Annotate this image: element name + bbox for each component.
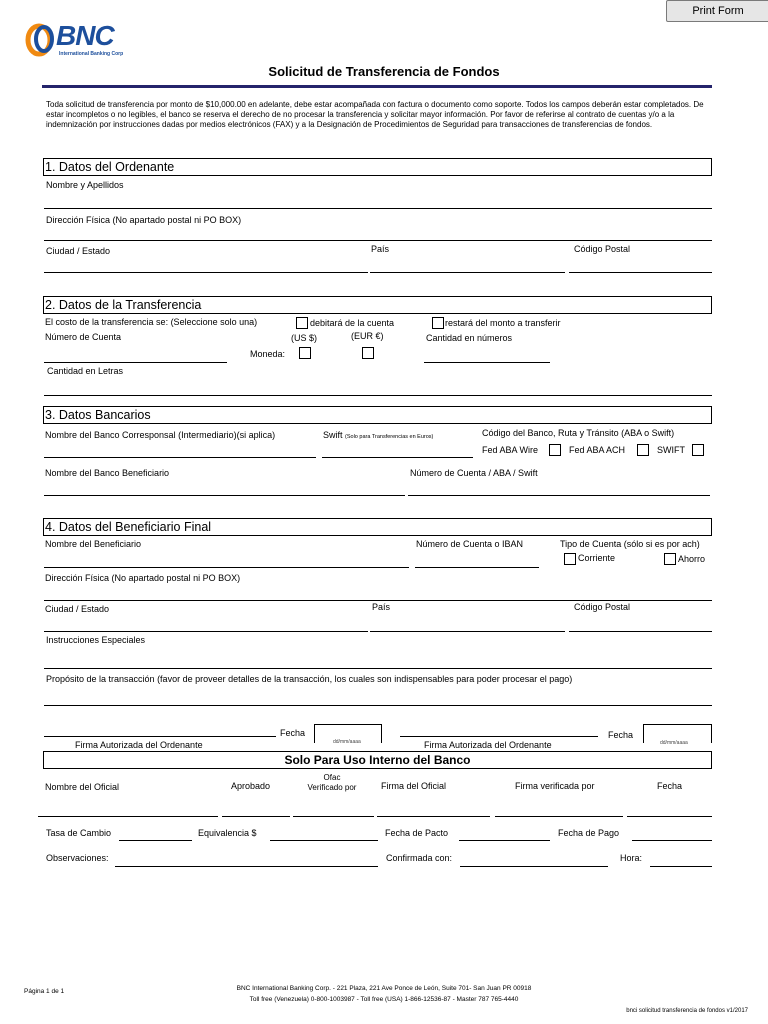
input-cantidad-numeros[interactable] bbox=[424, 362, 550, 363]
label-swift-option: SWIFT bbox=[657, 445, 685, 455]
section-2-title: 2. Datos de la Transferencia bbox=[45, 298, 202, 312]
section-2-header bbox=[43, 296, 712, 314]
input-numero-cuenta-aba[interactable] bbox=[408, 495, 710, 496]
checkbox-fed-ach[interactable] bbox=[637, 444, 649, 456]
label-ofac-line1: Ofac bbox=[323, 773, 341, 782]
input-aprobado[interactable] bbox=[222, 816, 290, 817]
footer-address: BNC International Banking Corp. - 221 Plaza, 221 Ave Ponce de León, Suite 701- San Juan PR 00918 bbox=[236, 985, 532, 992]
label-codigo-banco: Código del Banco, Ruta y Tránsito (ABA o Swift) bbox=[482, 428, 675, 438]
input-fecha-pago[interactable] bbox=[632, 840, 712, 841]
section-4-title: 4. Datos del Beneficiario Final bbox=[45, 520, 212, 534]
checkbox-fed-wire[interactable] bbox=[549, 444, 561, 456]
input-instrucciones[interactable] bbox=[44, 668, 712, 669]
label-pais-ordenante: País bbox=[371, 244, 390, 254]
label-firma-1: Firma Autorizada del Ordenante bbox=[75, 740, 203, 750]
label-corriente: Corriente bbox=[578, 553, 616, 563]
input-iban[interactable] bbox=[415, 567, 539, 568]
input-pais-ordenante[interactable] bbox=[370, 272, 565, 273]
label-nombre-beneficiario: Nombre del Beneficiario bbox=[45, 539, 142, 549]
footer-form-code: bnci solicitud transferencia de fondos v1/2017 bbox=[626, 1008, 748, 1014]
input-banco-beneficiario[interactable] bbox=[44, 495, 405, 496]
label-moneda: Moneda: bbox=[250, 349, 286, 359]
label-usd: (US $) bbox=[291, 333, 318, 343]
checkbox-restara[interactable] bbox=[432, 317, 444, 329]
label-swift-text: Swift bbox=[323, 430, 343, 440]
input-hora[interactable] bbox=[650, 866, 712, 867]
label-fecha-pacto: Fecha de Pacto bbox=[385, 828, 449, 838]
section-5-header bbox=[43, 751, 712, 769]
label-fecha-2: Fecha bbox=[608, 730, 634, 740]
label-firma-oficial: Firma del Oficial bbox=[381, 781, 447, 791]
label-ciudad-beneficiario: Ciudad / Estado bbox=[45, 604, 110, 614]
checkbox-eur[interactable] bbox=[362, 347, 374, 359]
section-1-header bbox=[43, 158, 712, 176]
label-firma-2: Firma Autorizada del Ordenante bbox=[424, 740, 552, 750]
input-confirmada[interactable] bbox=[460, 866, 608, 867]
label-direccion-beneficiario: Dirección Física (No apartado postal ni PO BOX) bbox=[45, 573, 241, 583]
input-cantidad-letras[interactable] bbox=[44, 395, 712, 396]
label-iban: Número de Cuenta o IBAN bbox=[416, 539, 524, 549]
label-nombre-oficial: Nombre del Oficial bbox=[45, 782, 120, 792]
input-proposito[interactable] bbox=[44, 705, 712, 706]
input-cp-beneficiario[interactable] bbox=[569, 631, 712, 632]
signature-line-1[interactable] bbox=[44, 736, 276, 737]
input-nombre-beneficiario[interactable] bbox=[44, 567, 409, 568]
label-observaciones: Observaciones: bbox=[46, 853, 109, 863]
input-ofac[interactable] bbox=[293, 816, 374, 817]
form-title: Solicitud de Transferencia de Fondos bbox=[268, 64, 500, 79]
input-ciudad-ordenante[interactable] bbox=[44, 272, 368, 273]
section-5-title: Solo Para Uso Interno del Banco bbox=[284, 753, 471, 767]
input-pais-beneficiario[interactable] bbox=[370, 631, 565, 632]
label-nombre-ordenante: Nombre y Apellidos bbox=[46, 180, 124, 190]
checkbox-swift[interactable] bbox=[692, 444, 704, 456]
label-proposito: Propósito de la transacción (favor de proveer detalles de la transacción, los cuales son indispensables para poder procesar el pago) bbox=[46, 674, 573, 684]
label-hora: Hora: bbox=[620, 853, 643, 863]
intro-paragraph: Toda solicitud de transferencia por monto de $10,000.00 en adelante, debe estar acompañada con factura o documento como soporte. Todos los campos deberán estar completados. De estar incompletos o no legibles, el banco se reserva el derecho de no procesar la transferencia y solicitar mayor información. Por favor de referirse al contrato de cuentas y/o a la indemnización por instrucciones dadas por medios electrónicos (FAX) y a la Designación de Procedimientos de Seguridad para transacciones de transferencias de fondos. bbox=[46, 100, 704, 129]
label-cantidad-numeros: Cantidad en números bbox=[426, 333, 513, 343]
logo-tagline: International Banking Corp bbox=[59, 51, 124, 57]
label-numero-cuenta: Número de Cuenta bbox=[45, 332, 122, 342]
title-rule bbox=[42, 85, 712, 88]
print-form-button[interactable]: Print Form bbox=[666, 0, 768, 22]
checkbox-ahorro[interactable] bbox=[664, 553, 676, 565]
input-swift[interactable] bbox=[322, 457, 473, 458]
footer-phones: Toll free (Venezuela) 0-800-1003987 - Toll free (USA) 1-866-12536-87 - Master 787 765-4440 bbox=[249, 996, 519, 1003]
label-fecha-pago: Fecha de Pago bbox=[558, 828, 620, 838]
input-fecha-interna[interactable] bbox=[627, 816, 712, 817]
label-eur: (EUR €) bbox=[351, 331, 384, 341]
label-numero-cuenta-aba: Número de Cuenta / ABA / Swift bbox=[410, 468, 538, 478]
label-fed-wire: Fed ABA Wire bbox=[482, 445, 539, 455]
label-cp-beneficiario: Código Postal bbox=[574, 602, 631, 612]
checkbox-usd[interactable] bbox=[299, 347, 311, 359]
section-3-header bbox=[43, 406, 712, 424]
label-fecha-1: Fecha bbox=[280, 728, 306, 738]
label-tipo-cuenta: Tipo de Cuenta (sólo si es por ach) bbox=[560, 539, 700, 549]
input-ciudad-beneficiario[interactable] bbox=[44, 631, 368, 632]
input-fecha-pacto[interactable] bbox=[459, 840, 550, 841]
section-1-title: 1. Datos del Ordenante bbox=[45, 160, 175, 174]
signature-line-2[interactable] bbox=[400, 736, 598, 737]
label-cp-ordenante: Código Postal bbox=[574, 244, 631, 254]
input-direccion-beneficiario[interactable] bbox=[44, 600, 712, 601]
date-format-1: dd/mm/aaaa bbox=[333, 739, 361, 745]
label-swift bbox=[323, 430, 433, 440]
input-firma-verificada[interactable] bbox=[495, 816, 623, 817]
label-aprobado: Aprobado bbox=[231, 781, 271, 791]
label-debitara: debitará de la cuenta bbox=[310, 318, 395, 328]
input-cp-ordenante[interactable] bbox=[569, 272, 712, 273]
input-nombre-oficial[interactable] bbox=[38, 816, 218, 817]
label-direccion-ordenante: Dirección Física (No apartado postal ni PO BOX) bbox=[46, 215, 242, 225]
label-pais-beneficiario: País bbox=[372, 602, 391, 612]
label-ofac-line2: Verificado por bbox=[307, 783, 357, 792]
date-format-2: dd/mm/aaaa bbox=[660, 740, 688, 746]
label-fed-ach: Fed ABA ACH bbox=[569, 445, 626, 455]
label-ciudad-ordenante: Ciudad / Estado bbox=[46, 246, 111, 256]
bnc-logo bbox=[22, 22, 132, 60]
input-tasa[interactable] bbox=[119, 840, 192, 841]
input-firma-oficial[interactable] bbox=[377, 816, 490, 817]
label-tasa: Tasa de Cambio bbox=[46, 828, 112, 838]
label-costo: El costo de la transferencia se: (Seleccione solo una) bbox=[45, 317, 258, 327]
input-observaciones[interactable] bbox=[115, 866, 378, 867]
label-instrucciones: Instrucciones Especiales bbox=[46, 635, 146, 645]
checkbox-corriente[interactable] bbox=[564, 553, 576, 565]
label-firma-verificada: Firma verificada por bbox=[515, 781, 595, 791]
label-fecha-interna: Fecha bbox=[657, 781, 683, 791]
label-restara: restará del monto a transferir bbox=[445, 318, 561, 328]
input-nombre-ordenante[interactable] bbox=[44, 208, 712, 209]
footer-page-number: Página 1 de 1 bbox=[24, 988, 65, 995]
input-banco-corresponsal[interactable] bbox=[44, 457, 316, 458]
label-ahorro: Ahorro bbox=[678, 554, 706, 564]
label-banco-corresponsal: Nombre del Banco Corresponsal (Intermediario)(si aplica) bbox=[45, 430, 276, 440]
section-3-title: 3. Datos Bancarios bbox=[45, 408, 151, 422]
logo-swirl-icon bbox=[22, 22, 60, 58]
input-numero-cuenta[interactable] bbox=[44, 362, 227, 363]
label-confirmada: Confirmada con: bbox=[386, 853, 453, 863]
logo-brand: BNC bbox=[56, 20, 114, 51]
section-4-header bbox=[43, 518, 712, 536]
label-cantidad-letras: Cantidad en Letras bbox=[47, 366, 124, 376]
input-equivalencia[interactable] bbox=[270, 840, 378, 841]
input-direccion-ordenante[interactable] bbox=[44, 240, 712, 241]
label-equivalencia: Equivalencia $ bbox=[198, 828, 257, 838]
label-ofac bbox=[297, 773, 367, 793]
label-banco-beneficiario: Nombre del Banco Beneficiario bbox=[45, 468, 170, 478]
label-swift-note: (Solo para Transferencias en Euros) bbox=[345, 434, 434, 440]
checkbox-debitara[interactable] bbox=[296, 317, 308, 329]
